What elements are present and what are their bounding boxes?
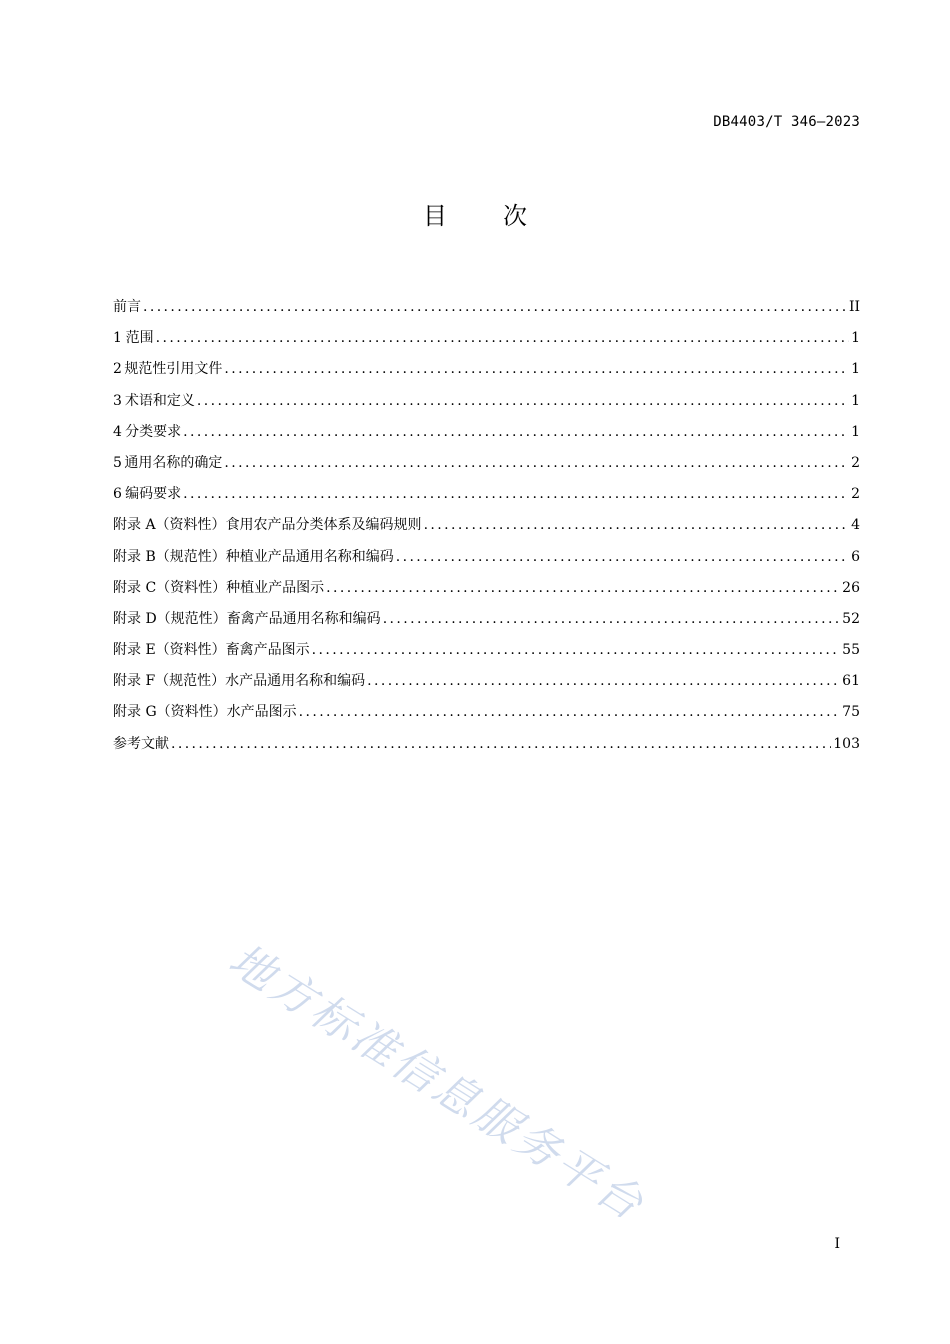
toc-entry-label: 术语和定义 <box>124 392 195 409</box>
watermark: 地方标准信息服务平台 <box>220 934 655 1232</box>
toc-entry-common-names[interactable] <box>113 448 860 479</box>
toc-annex-label: 畜禽产品通用名称和编码 <box>226 610 381 627</box>
toc-annex-label: 食用农产品分类体系及编码规则 <box>225 517 422 534</box>
toc-annex-prefix: 附录 B（规范性） <box>113 548 226 565</box>
document-code: DB4403/T 346—2023 <box>713 114 860 130</box>
toc-annex-prefix: 附录 G（资料性） <box>113 704 227 721</box>
toc-entry-number: 6 <box>113 486 122 503</box>
toc-entry-label: 范围 <box>125 330 154 347</box>
toc-annex-prefix: 附录 E（资料性） <box>113 642 226 659</box>
toc-leader-dots <box>171 729 831 760</box>
toc-leader-dots <box>183 479 849 510</box>
toc-entry-number: 1 <box>113 330 122 347</box>
toc-leader-dots <box>197 386 849 417</box>
toc-entry-coding[interactable] <box>113 479 860 510</box>
toc-annex-page: 4 <box>851 517 860 534</box>
toc-leader-dots <box>312 635 841 666</box>
toc-annex-page: 75 <box>842 704 860 721</box>
toc-entry-normative-references[interactable] <box>113 354 860 385</box>
toc-entry-number: 2 <box>113 361 122 378</box>
toc-annex-a[interactable] <box>113 510 860 541</box>
page-title: 目次 <box>423 202 583 230</box>
toc-annex-page: 52 <box>842 610 860 627</box>
toc-entry-foreword[interactable] <box>113 292 860 323</box>
toc-annex-page: 6 <box>851 548 860 565</box>
toc-annex-label: 水产品通用名称和编码 <box>225 673 366 690</box>
toc-leader-dots <box>299 697 841 728</box>
toc-leader-dots <box>224 354 849 385</box>
toc-entry-label: 参考文献 <box>113 735 169 752</box>
toc-entry-page: 1 <box>851 392 860 409</box>
toc-annex-label: 水产品图示 <box>226 704 297 721</box>
toc-entry-label: 前言 <box>113 299 141 315</box>
toc-annex-prefix: 附录 A（资料性） <box>113 517 226 534</box>
toc-entry-number: 3 <box>113 392 122 409</box>
toc-entry-page: II <box>848 299 860 315</box>
toc-leader-dots <box>183 417 849 448</box>
toc-annex-prefix: 附录 C（资料性） <box>113 579 227 596</box>
toc-entry-number: 5 <box>113 454 122 471</box>
toc-annex-page: 55 <box>842 642 860 659</box>
toc-entry-page: 1 <box>851 423 860 440</box>
toc-entry-number: 4 <box>113 423 122 440</box>
toc-annex-b[interactable] <box>113 542 860 573</box>
toc-leader-dots <box>224 448 849 479</box>
toc-leader-dots <box>156 323 849 354</box>
toc-annex-g[interactable] <box>113 697 860 728</box>
toc-entry-page: 1 <box>851 330 860 347</box>
toc-entry-label: 规范性引用文件 <box>124 361 223 378</box>
toc-entry-label: 通用名称的确定 <box>124 454 223 471</box>
page-number: I <box>834 1236 840 1252</box>
toc-leader-dots <box>396 542 849 573</box>
toc-leader-dots <box>383 604 840 635</box>
toc-annex-d[interactable] <box>113 604 860 635</box>
toc-annex-prefix: 附录 F（规范性） <box>113 673 226 690</box>
toc-entry-scope[interactable] <box>113 323 860 354</box>
toc-entry-page: 1 <box>851 361 860 378</box>
table-of-contents <box>113 292 860 760</box>
toc-annex-page: 26 <box>842 579 860 596</box>
toc-entry-bibliography[interactable] <box>113 729 860 760</box>
toc-annex-c[interactable] <box>113 573 860 604</box>
toc-leader-dots <box>367 666 840 697</box>
toc-leader-dots <box>424 510 850 541</box>
toc-annex-page: 61 <box>842 673 860 690</box>
toc-annex-label: 种植业产品图示 <box>226 579 325 596</box>
toc-entry-page: 2 <box>851 486 860 503</box>
toc-annex-label: 畜禽产品图示 <box>225 642 310 659</box>
toc-annex-f[interactable] <box>113 666 860 697</box>
toc-entry-classification[interactable] <box>113 417 860 448</box>
toc-entry-label: 编码要求 <box>125 486 182 503</box>
toc-annex-label: 种植业产品通用名称和编码 <box>225 548 394 565</box>
toc-annex-prefix: 附录 D（规范性） <box>113 610 227 627</box>
toc-entry-label: 分类要求 <box>125 423 182 440</box>
toc-leader-dots <box>326 573 840 604</box>
toc-entry-page: 2 <box>851 454 860 471</box>
toc-entry-page: 103 <box>833 735 860 752</box>
toc-leader-dots <box>143 292 847 323</box>
toc-entry-terms-definitions[interactable] <box>113 386 860 417</box>
toc-annex-e[interactable] <box>113 635 860 666</box>
